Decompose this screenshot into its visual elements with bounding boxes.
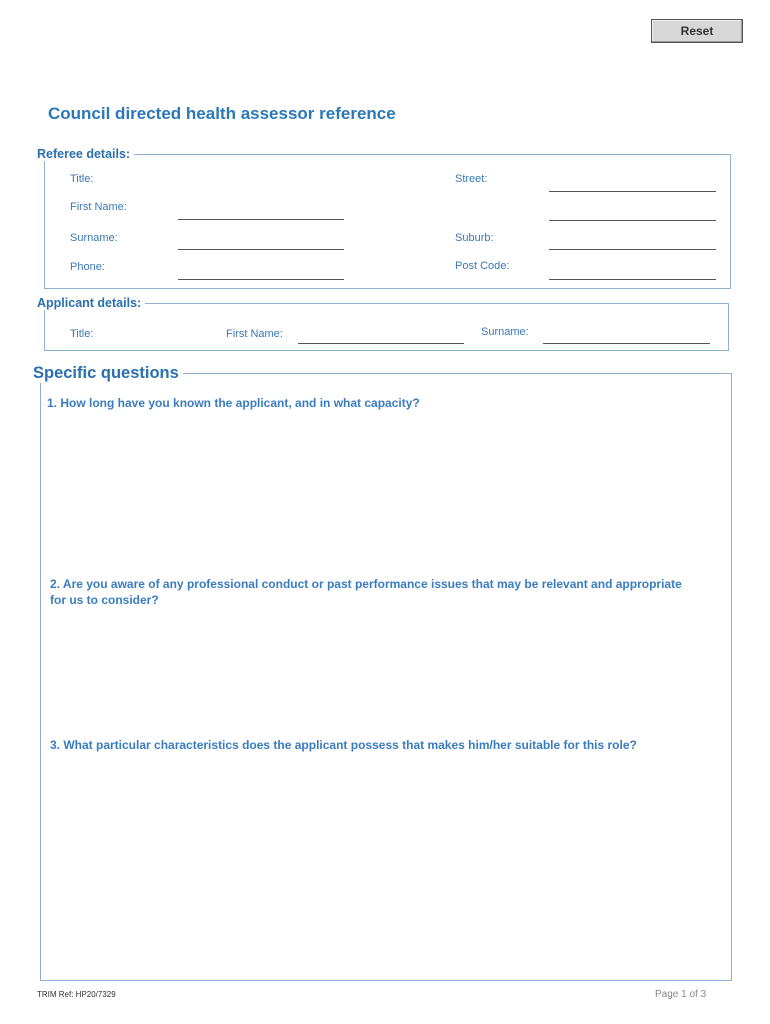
- referee-phone-field[interactable]: [178, 279, 344, 280]
- trim-reference: TRIM Ref: HP20/7329: [37, 990, 116, 999]
- answer-2-area[interactable]: [47, 612, 723, 730]
- referee-first-name-label: First Name:: [70, 201, 127, 213]
- question-1: 1. How long have you known the applicant, and in what capacity?: [47, 396, 420, 410]
- page-number: Page 1 of 3: [655, 989, 707, 1000]
- referee-street-field[interactable]: [549, 191, 716, 192]
- referee-street-line2-field[interactable]: [549, 220, 716, 221]
- question-2: 2. Are you aware of any professional conduct or past performance issues that may be relevant and appropriate for us to consider?: [50, 577, 682, 607]
- answer-1-area[interactable]: [47, 415, 723, 570]
- applicant-details-legend: Applicant details:: [37, 296, 145, 310]
- applicant-surname-label: Surname:: [481, 326, 529, 338]
- form-title: Council directed health assessor reference: [48, 104, 396, 123]
- referee-suburb-label: Suburb:: [455, 232, 494, 244]
- referee-phone-label: Phone:: [70, 261, 105, 273]
- specific-questions-legend: Specific questions: [33, 364, 183, 383]
- referee-postcode-label: Post Code:: [455, 260, 510, 272]
- referee-suburb-field[interactable]: [549, 249, 716, 250]
- referee-postcode-field[interactable]: [549, 279, 716, 280]
- referee-details-legend: Referee details:: [37, 147, 134, 161]
- answer-3-area[interactable]: [47, 773, 723, 973]
- applicant-surname-field[interactable]: [543, 343, 710, 344]
- referee-surname-field[interactable]: [178, 249, 344, 250]
- question-3: 3. What particular characteristics does the applicant possess that makes him/her suitable for this role?: [50, 738, 637, 752]
- referee-first-name-field[interactable]: [178, 219, 344, 220]
- referee-title-label: Title:: [70, 173, 94, 185]
- applicant-title-label: Title:: [70, 328, 94, 340]
- referee-details-section: [44, 154, 731, 289]
- reset-button[interactable]: Reset: [651, 19, 743, 43]
- referee-surname-label: Surname:: [70, 232, 118, 244]
- applicant-first-name-field[interactable]: [298, 343, 464, 344]
- referee-street-label: Street:: [455, 173, 488, 185]
- applicant-first-name-label: First Name:: [226, 328, 283, 340]
